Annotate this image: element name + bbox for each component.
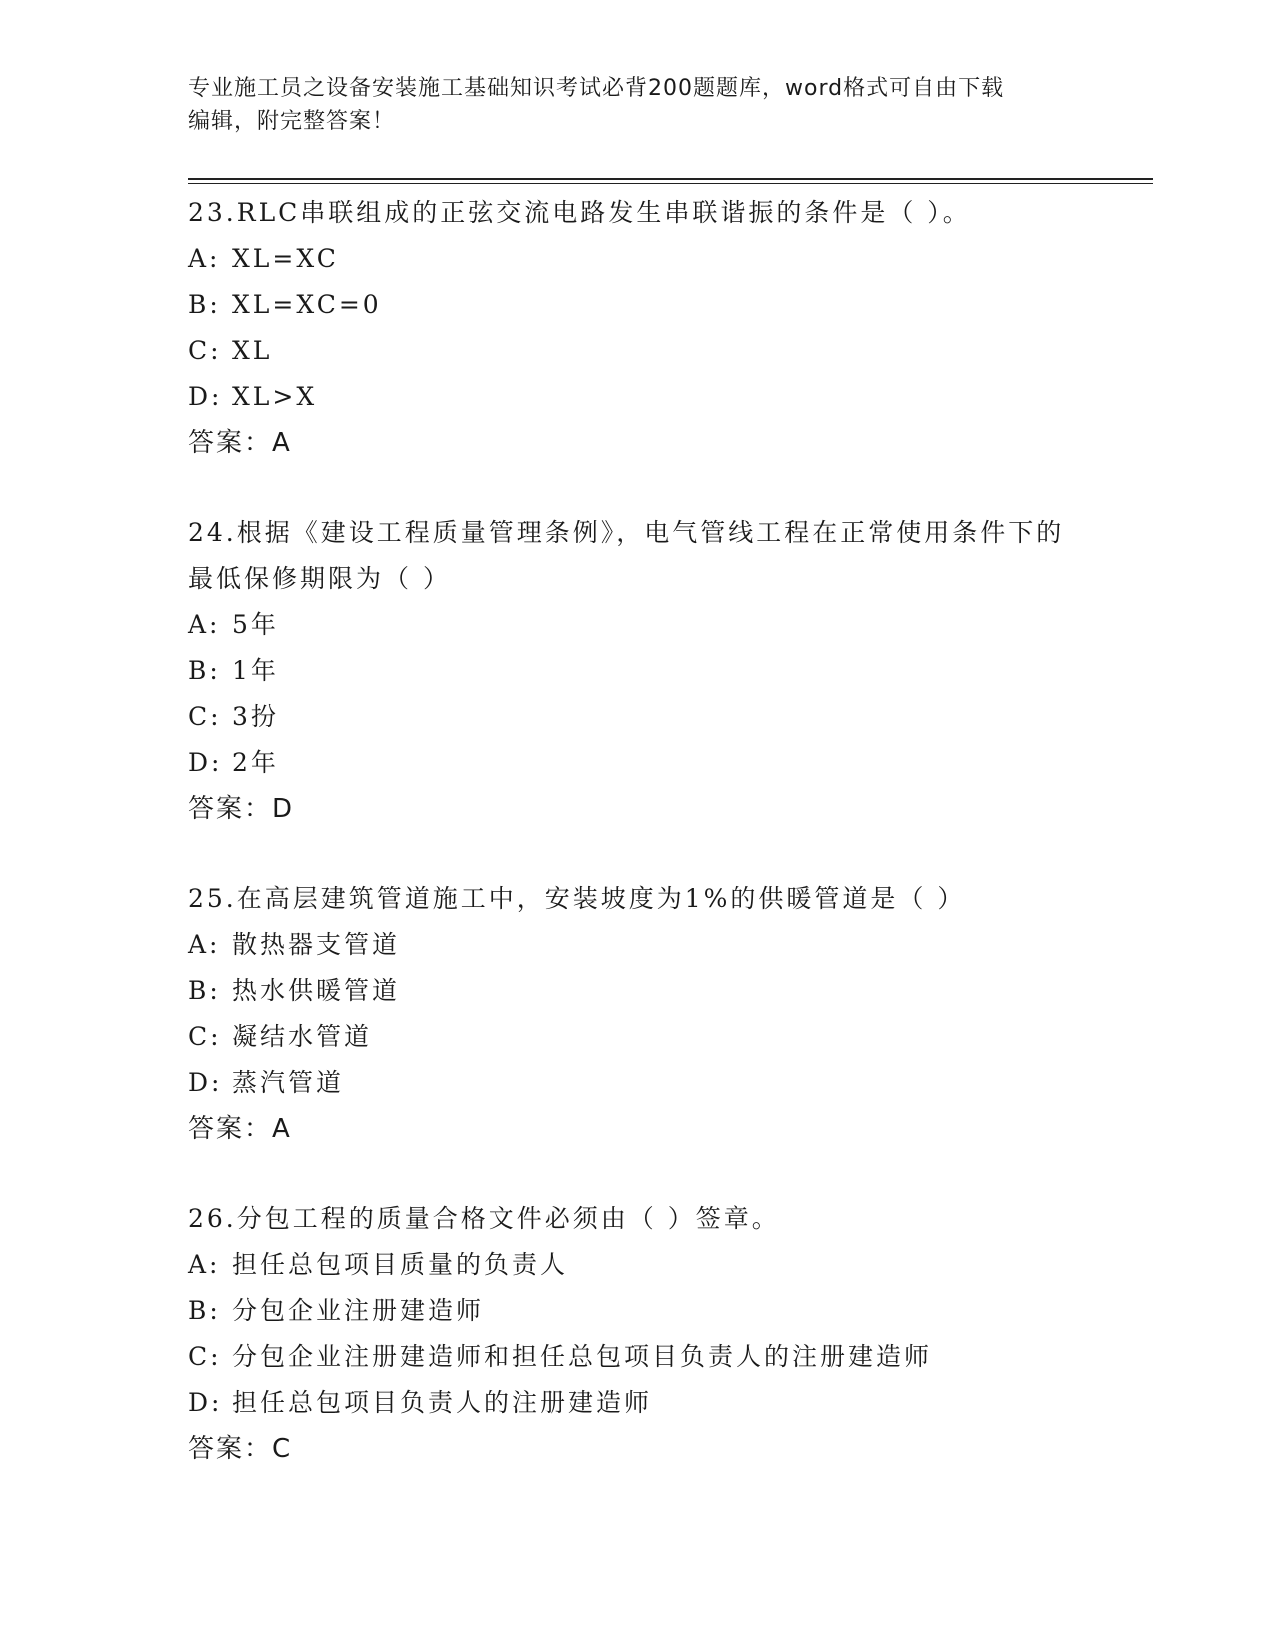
option-label: A: bbox=[188, 610, 221, 639]
option-d bbox=[188, 740, 1088, 786]
question-26 bbox=[188, 1196, 1088, 1472]
option-label: C: bbox=[188, 336, 222, 365]
option-label: B: bbox=[188, 976, 221, 1005]
option-text: 担任总包项目负责人的注册建造师 bbox=[232, 1388, 653, 1417]
header-line-1: 专业施工员之设备安装施工基础知识考试必背200题题库，word格式可自由下载 bbox=[188, 76, 1005, 101]
option-b bbox=[188, 968, 1088, 1014]
header-divider bbox=[188, 178, 1153, 180]
option-label: A: bbox=[188, 244, 221, 273]
option-c bbox=[188, 1014, 1088, 1060]
question-24 bbox=[188, 510, 1088, 832]
document-header bbox=[188, 72, 1068, 138]
option-text: XL=XC bbox=[232, 244, 339, 273]
option-a bbox=[188, 236, 1088, 282]
option-b bbox=[188, 1288, 1088, 1334]
answer-line: 答案：D bbox=[188, 794, 295, 824]
option-text: 5年 bbox=[232, 610, 279, 639]
option-a bbox=[188, 1242, 1088, 1288]
option-label: C: bbox=[188, 1022, 222, 1051]
option-label: D: bbox=[188, 1388, 223, 1417]
option-label: C: bbox=[188, 1342, 222, 1371]
answer-line: 答案：A bbox=[188, 428, 292, 458]
option-a bbox=[188, 602, 1088, 648]
answer-line: 答案：C bbox=[188, 1434, 293, 1464]
option-label: B: bbox=[188, 1296, 221, 1325]
option-label: A: bbox=[188, 1250, 221, 1279]
question-text: 25.在高层建筑管道施工中，安装坡度为1%的供暖管道是（ ） bbox=[188, 884, 966, 913]
option-text: 2年 bbox=[232, 748, 279, 777]
question-23 bbox=[188, 190, 1088, 466]
header-line-2: 编辑，附完整答案！ bbox=[188, 109, 396, 134]
option-d bbox=[188, 1060, 1088, 1106]
question-text: 24.根据《建设工程质量管理条例》，电气管线工程在正常使用条件下的最低保修期限为（ ） bbox=[188, 518, 1065, 593]
option-text: 担任总包项目质量的负责人 bbox=[232, 1250, 569, 1279]
option-text: 热水供暖管道 bbox=[232, 976, 401, 1005]
option-text: XL>X bbox=[232, 382, 318, 411]
question-list bbox=[188, 190, 1088, 1516]
option-text: 蒸汽管道 bbox=[232, 1068, 345, 1097]
option-d bbox=[188, 1380, 1088, 1426]
option-c bbox=[188, 1334, 1088, 1380]
option-label: D: bbox=[188, 1068, 223, 1097]
question-25 bbox=[188, 876, 1088, 1152]
question-text: 23.RLC串联组成的正弦交流电路发生串联谐振的条件是（ ）。 bbox=[188, 198, 971, 227]
option-text: 凝结水管道 bbox=[232, 1022, 373, 1051]
option-a bbox=[188, 922, 1088, 968]
option-label: C: bbox=[188, 702, 222, 731]
option-label: D: bbox=[188, 382, 223, 411]
option-text: 3扮 bbox=[232, 702, 279, 731]
option-text: XL bbox=[232, 336, 273, 365]
answer-line: 答案：A bbox=[188, 1114, 292, 1144]
option-text: XL=XC=0 bbox=[232, 290, 382, 319]
question-text: 26.分包工程的质量合格文件必须由（ ）签章。 bbox=[188, 1204, 780, 1233]
option-text: 1年 bbox=[232, 656, 279, 685]
option-text: 分包企业注册建造师和担任总包项目负责人的注册建造师 bbox=[232, 1342, 933, 1371]
option-c bbox=[188, 694, 1088, 740]
option-b bbox=[188, 648, 1088, 694]
option-d bbox=[188, 374, 1088, 420]
option-label: A: bbox=[188, 930, 221, 959]
option-label: B: bbox=[188, 656, 221, 685]
option-b bbox=[188, 282, 1088, 328]
option-c bbox=[188, 328, 1088, 374]
option-label: D: bbox=[188, 748, 223, 777]
header-divider-thin bbox=[188, 183, 1153, 184]
option-text: 分包企业注册建造师 bbox=[232, 1296, 485, 1325]
option-label: B: bbox=[188, 290, 221, 319]
option-text: 散热器支管道 bbox=[232, 930, 401, 959]
